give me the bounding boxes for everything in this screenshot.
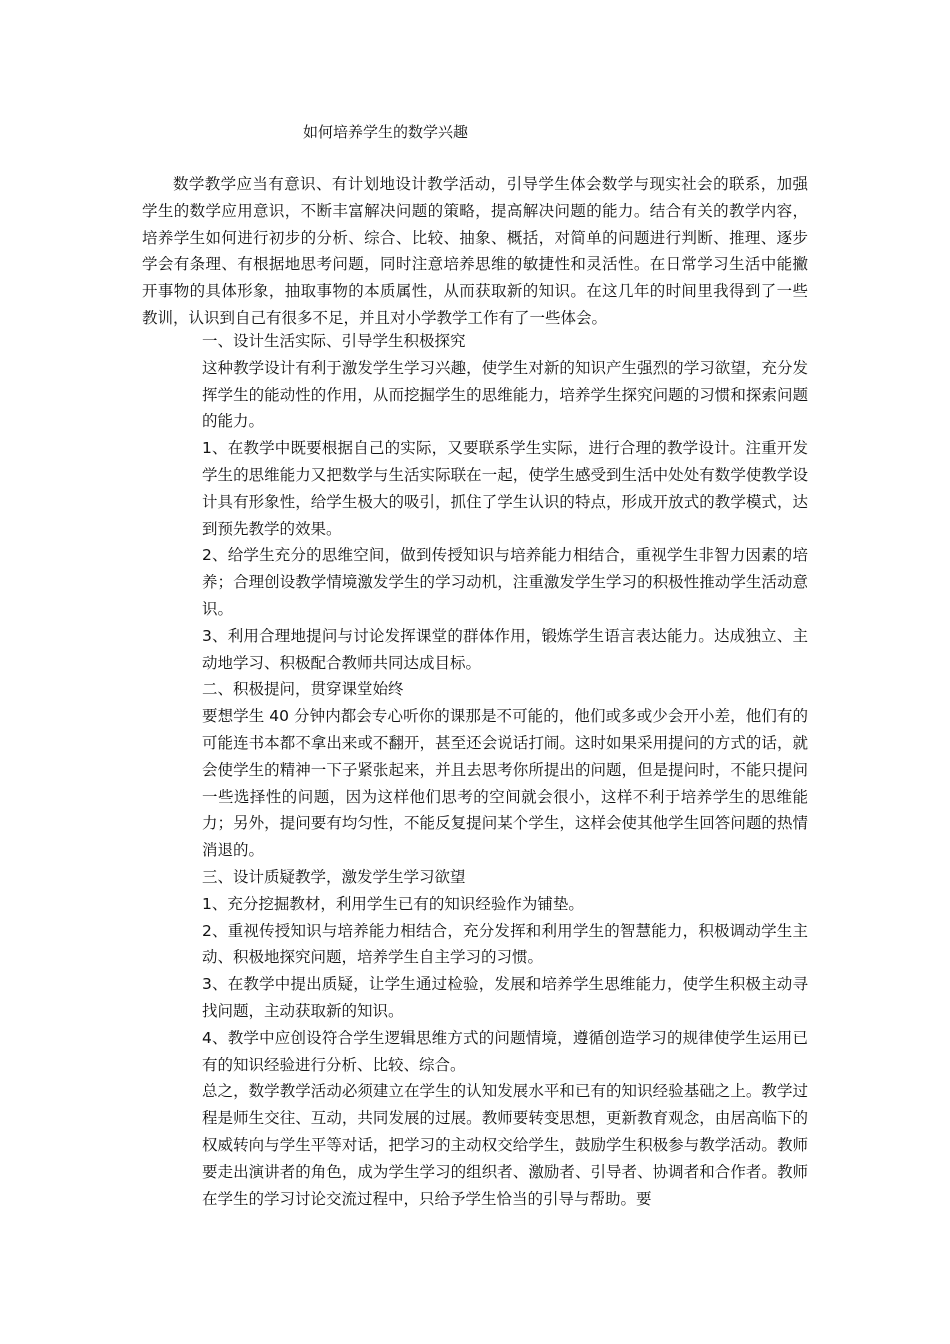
section-heading: 一、设计生活实际、引导学生积极探究 bbox=[202, 332, 466, 350]
list-item: 3、在教学中提出质疑，让学生通过检验，发展和培养学生思维能力，使学生积极主动寻找问题，主动获取新的知识。 bbox=[202, 975, 808, 1020]
list-item: 3、利用合理地提问与讨论发挥课堂的群体作用，锻炼学生语言表达能力。达成独立、主动地学习、积极配合教师共同达成目标。 bbox=[202, 626, 808, 672]
body-paragraph: 这种教学设计有利于激发学生学习兴趣，使学生对新的知识产生强烈的学习欲望，充分发挥学生的能动性的作用，从而挖掘学生的思维能力，培养学生探究问题的习惯和探索问题的能力。 bbox=[202, 358, 808, 431]
conclusion-paragraph: 总之，数学教学活动必须建立在学生的认知发展水平和已有的知识经验基础之上。教学过程是师生交往、互动，共同发展的过展。教师要转变思想，更新教育观念，由居高临下的权威转向与学生平等对话，把学习的主动权交给学生，鼓励学生积极参与教学活动。教师要走出演讲者的角色，成为学生学习的组织者、激励者、引导者、协调者和合作者。教师在学生的学习讨论交流过程中，只给予学生恰当的引导与帮助。要 bbox=[202, 1082, 808, 1208]
list-item: 4、教学中应创设符合学生逻辑思维方式的问题情境，遵循创造学习的规律使学生运用已有的知识经验进行分析、比较、综合。 bbox=[202, 1028, 808, 1074]
intro-paragraph: 数学教学应当有意识、有计划地设计教学活动，引导学生体会数学与现实社会的联系，加强学生的数学应用意识，不断丰富解决问题的策略，提高解决问题的能力。结合有关的教学内容，培养学生如何进行初步的分析、综合、比较、抽象、概括，对简单的问题进行判断、推理、逐步学会有条理、有根据地思考问题，同时注意培养思维的敏捷性和灵活性。在日常学习生活中能撇开事物的具体形象，抽取事物的本质属性，从而获取新的知识。在这几年的时间里我得到了一些教训，认识到自己有很多不足，并且对小学教学工作有了一些体会。 bbox=[142, 175, 808, 327]
section-heading: 三、设计质疑教学，激发学生学习欲望 bbox=[202, 867, 466, 886]
list-item: 1、在教学中既要根据自己的实际，又要联系学生实际，进行合理的教学设计。注重开发学生的思维能力又把数学与生活实际联在一起，使学生感受到生活中处处有数学使教学设计具有形象性，给学生极大的吸引，抓住了学生认识的特点，形成开放式的教学模式，达到预先教学的效果。 bbox=[202, 439, 808, 538]
list-item: 2、给学生充分的思维空间，做到传授知识与培养能力相结合，重视学生非智力因素的培养；合理创设教学情境激发学生的学习动机，注重激发学生学习的积极性推动学生活动意识。 bbox=[202, 546, 808, 618]
list-item: 2、重视传授知识与培养能力相结合，充分发挥和利用学生的智慧能力，积极调动学生主动、积极地探究问题，培养学生自主学习的习惯。 bbox=[202, 921, 808, 967]
list-item: 1、充分挖掘教材，利用学生已有的知识经验作为铺垫。 bbox=[202, 894, 584, 913]
document-title: 如何培养学生的数学兴趣 bbox=[303, 123, 469, 141]
body-paragraph: 要想学生 40 分钟内都会专心听你的课那是不可能的，他们或多或少会开小差，他们有的可能连书本都不拿出来或不翻开，甚至还会说话打闹。这时如果采用提问的方式的话，就会使学生的精神一下子紧张起来，并且去思考你所提出的问题，但是提问时，不能只提问一些选择性的问题，因为这样他们思考的空间就会很小，这样不利于培养学生的思维能力；另外，提问要有均匀性，不能反复提问某个学生，这样会使其他学生回答问题的热情消退的。 bbox=[202, 707, 808, 860]
document-body bbox=[202, 328, 808, 1212]
section-heading: 二、积极提问，贯穿课堂始终 bbox=[202, 680, 404, 699]
